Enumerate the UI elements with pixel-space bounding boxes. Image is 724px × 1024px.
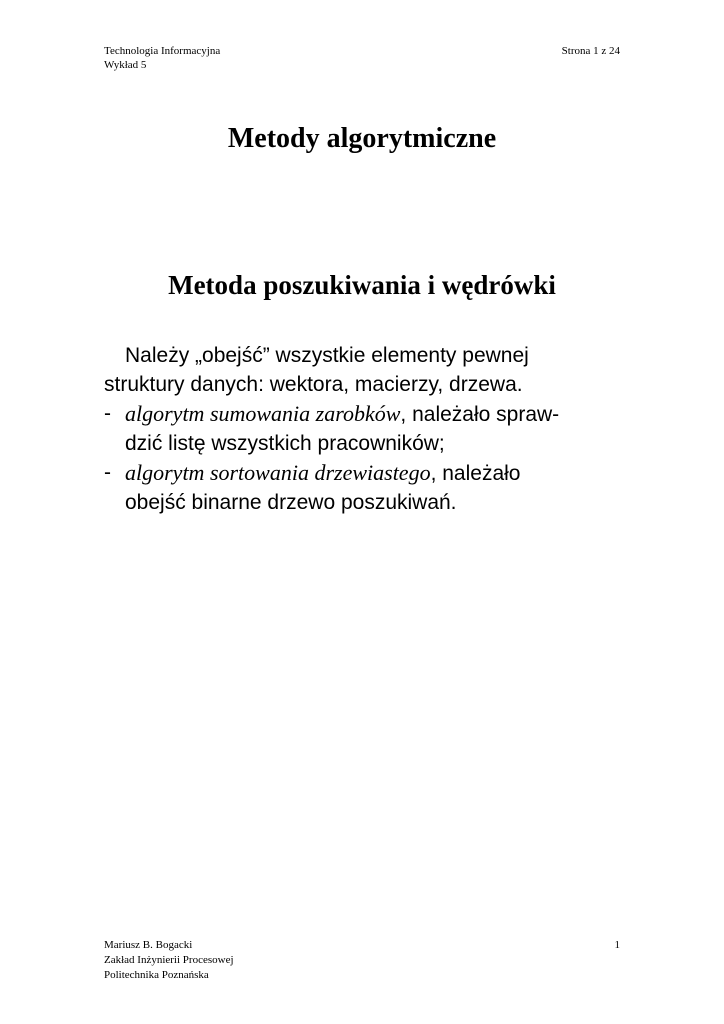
list-dash: - (104, 461, 111, 484)
list-item (104, 458, 624, 517)
document-title: Metody algorytmiczne (227, 123, 497, 154)
page-footer-left (104, 938, 234, 983)
list-item-term: algorytm sortowania drzewiastego (125, 460, 431, 485)
page-number: 1 (614, 939, 620, 951)
list-item-text (125, 399, 624, 458)
intro-paragraph (104, 341, 624, 399)
list-dash: - (104, 402, 111, 425)
page-counter: Strona 1 z 24 (561, 45, 620, 57)
lecture-number: Wykład 5 (104, 59, 147, 71)
list-item-rest: , należało (430, 462, 521, 485)
course-name: Technologia Informacyjna (104, 45, 221, 57)
list-item-rest: , należało spraw- (400, 403, 560, 426)
intro-line-1: Należy „obejść” wszystkie elementy pewnej (125, 344, 529, 367)
list-item (104, 399, 624, 458)
page-header-left (104, 44, 220, 72)
author-name: Mariusz B. Bogacki (104, 939, 193, 951)
section-title: Metoda poszukiwania i wędrówki (168, 270, 556, 300)
body-content (104, 341, 624, 517)
university-name: Politechnika Poznańska (104, 969, 209, 981)
list-item-continuation: obejść binarne drzewo poszukiwań. (125, 491, 457, 514)
list-item-text (125, 458, 624, 517)
department-name: Zakład Inżynierii Procesowej (104, 954, 234, 966)
intro-line-2: struktury danych: wektora, macierzy, drzewa. (104, 373, 523, 396)
list-item-continuation: dzić listę wszystkich pracowników; (125, 432, 445, 455)
list-item-term: algorytm sumowania zarobków (125, 401, 401, 426)
